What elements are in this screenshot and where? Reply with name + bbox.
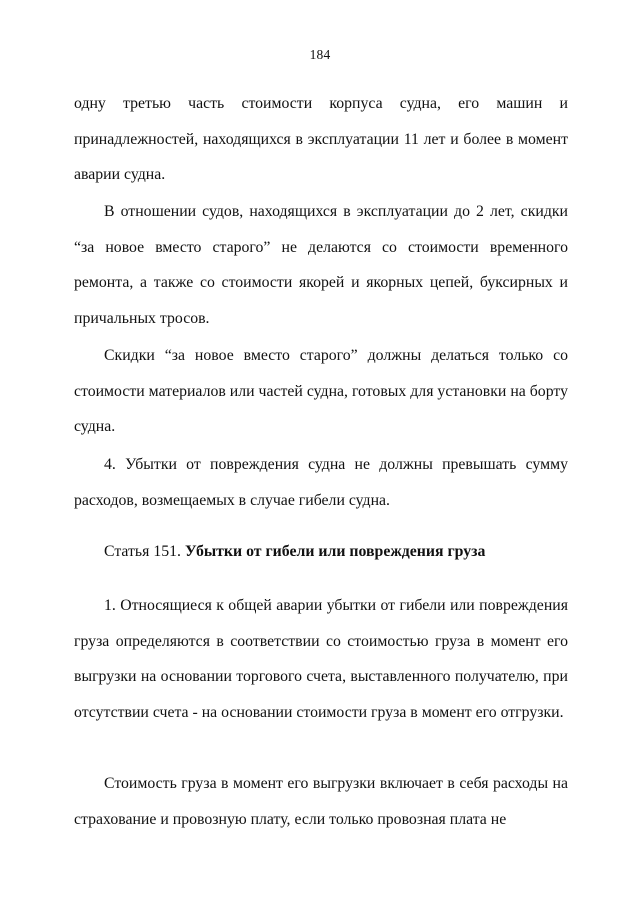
paragraph-deductions bbox=[74, 338, 568, 445]
paragraph-new-vessels bbox=[74, 194, 568, 336]
paragraph-text: Стоимость груза в момент его выгрузки включает в себя расходы на страхование и провозную плату, если только провозная плата не bbox=[74, 775, 568, 828]
article-number: Статья 151. bbox=[104, 543, 181, 560]
paragraph-text: 4. Убытки от повреждения судна не должны превышать сумму расходов, возмещаемых в случае гибели судна. bbox=[74, 456, 568, 509]
page-number: 184 bbox=[309, 47, 331, 62]
paragraph-text: В отношении судов, находящихся в эксплуатации до 2 лет, скидки “за новое вместо старого” не делаются со стоимости временного ремонта, а также со стоимости якорей и якорных цепей, буксирных и причальных тросов. bbox=[74, 203, 568, 327]
article-heading bbox=[104, 537, 568, 567]
paragraph-item-4 bbox=[74, 447, 568, 518]
paragraph-text: Скидки “за новое вместо старого” должны делаться только со стоимости материалов или частей судна, готовых для установки на борту судна. bbox=[74, 347, 568, 435]
paragraph-text: одну третью часть стоимости корпуса судна, его машин и принадлежностей, находящихся в эксплуатации 11 лет и более в момент аварии судна. bbox=[74, 95, 568, 183]
paragraph-text: 1. Относящиеся к общей аварии убытки от гибели или повреждения груза определяются в соответствии со стоимостью груза в момент его выгрузки на основании торгового счета, выставленного получателю, при отсутствии счета - на основании стоимости груза в момент его отгрузки. bbox=[74, 597, 568, 721]
paragraph-continuation bbox=[74, 86, 568, 193]
article-paragraph-2 bbox=[74, 766, 568, 837]
article-paragraph-1 bbox=[74, 588, 568, 730]
article-title: Убытки от гибели или повреждения груза bbox=[184, 543, 486, 560]
